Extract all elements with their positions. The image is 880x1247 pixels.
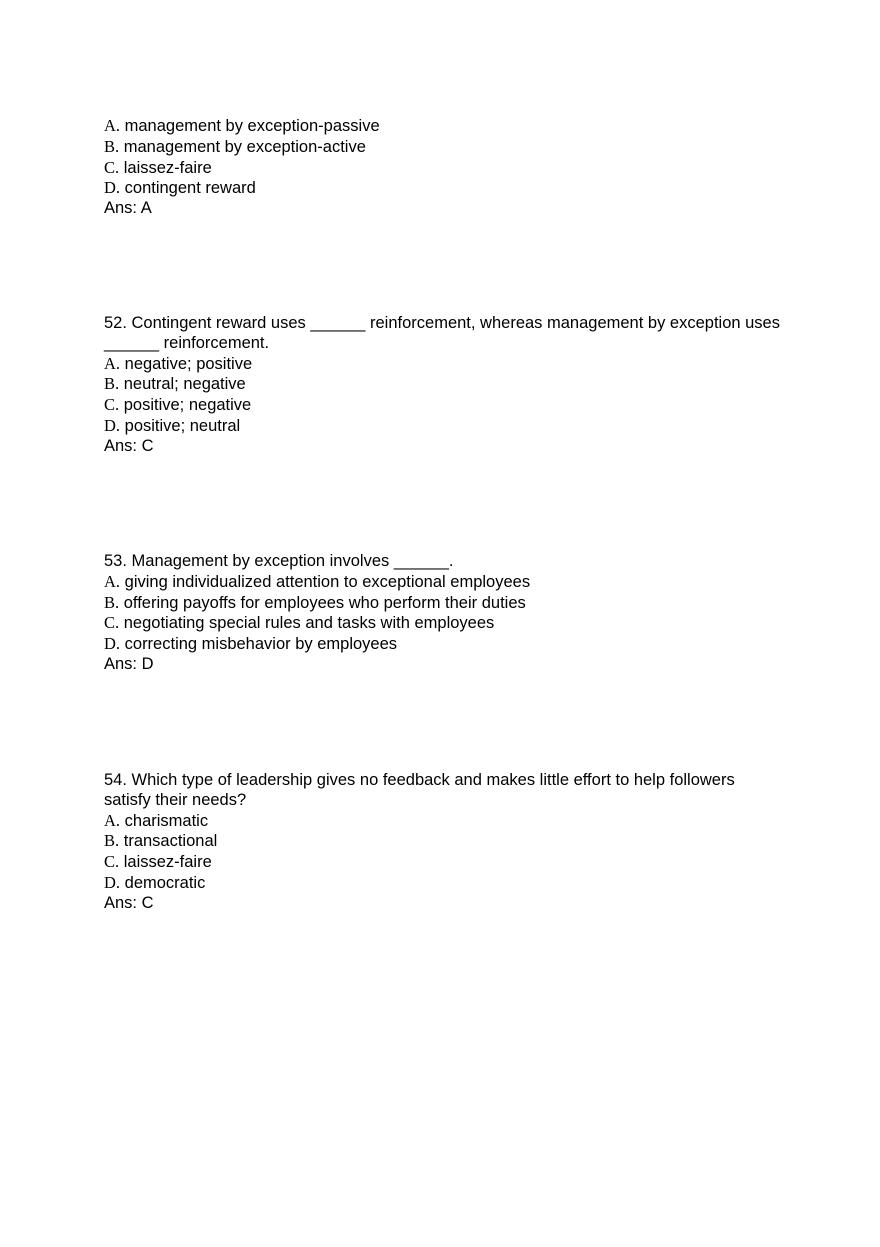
- option-d: [104, 634, 784, 655]
- option-text: negotiating special rules and tasks with employees: [123, 614, 495, 633]
- option-letter: B.: [104, 592, 120, 612]
- option-b: [104, 374, 784, 395]
- option-text: positive; negative: [123, 396, 252, 415]
- question-block: [104, 314, 784, 457]
- option-text: laissez-faire: [123, 158, 212, 177]
- option-a: [104, 116, 784, 137]
- answer-line: Ans: D: [104, 654, 154, 673]
- option-a: [104, 572, 784, 593]
- option-text: management by exception-active: [123, 137, 366, 156]
- question-block: [104, 771, 784, 914]
- option-text: democratic: [124, 873, 206, 892]
- option-letter: A.: [104, 810, 121, 830]
- option-text: negative; positive: [124, 354, 253, 373]
- option-letter: D.: [104, 872, 121, 892]
- option-letter: B.: [104, 136, 120, 156]
- option-c: [104, 613, 784, 634]
- question-stem: 54. Which type of leadership gives no feedback and makes little effort to help followers satisfy their needs?: [104, 771, 735, 809]
- option-c: [104, 158, 784, 179]
- option-letter: A.: [104, 116, 121, 135]
- option-d: [104, 178, 784, 199]
- option-letter: A.: [104, 353, 121, 373]
- option-text: laissez-faire: [123, 853, 212, 872]
- option-a: [104, 354, 784, 375]
- option-b: [104, 137, 784, 158]
- question-stem: 53. Management by exception involves ______.: [104, 552, 454, 570]
- option-a: [104, 811, 784, 832]
- option-text: charismatic: [124, 811, 209, 830]
- option-letter: D.: [104, 178, 121, 198]
- option-text: management by exception-passive: [124, 117, 380, 135]
- option-text: neutral; negative: [123, 375, 246, 394]
- question-block: [104, 552, 784, 675]
- question-block: [104, 116, 784, 219]
- option-text: contingent reward: [124, 179, 256, 198]
- option-text: offering payoffs for employees who perform their duties: [123, 593, 526, 612]
- option-text: positive; neutral: [124, 416, 241, 435]
- option-letter: C.: [104, 157, 120, 177]
- option-letter: C.: [104, 395, 120, 415]
- option-letter: D.: [104, 415, 121, 435]
- option-letter: B.: [104, 831, 120, 851]
- option-letter: B.: [104, 374, 120, 394]
- option-c: [104, 395, 784, 416]
- option-c: [104, 852, 784, 873]
- option-text: transactional: [123, 832, 218, 851]
- option-text: correcting misbehavior by employees: [124, 635, 398, 654]
- option-letter: C.: [104, 852, 120, 872]
- answer-line: Ans: A: [104, 199, 152, 218]
- answer-line: Ans: C: [104, 436, 154, 455]
- answer-line: Ans: C: [104, 893, 154, 912]
- option-letter: C.: [104, 613, 120, 633]
- option-text: giving individualized attention to exceptional employees: [124, 572, 531, 591]
- option-letter: D.: [104, 634, 121, 654]
- option-b: [104, 831, 784, 852]
- option-d: [104, 416, 784, 437]
- option-letter: A.: [104, 571, 121, 591]
- question-stem: 52. Contingent reward uses ______ reinforcement, whereas management by exception uses ______ reinforcement.: [104, 314, 780, 352]
- option-d: [104, 873, 784, 894]
- option-b: [104, 593, 784, 614]
